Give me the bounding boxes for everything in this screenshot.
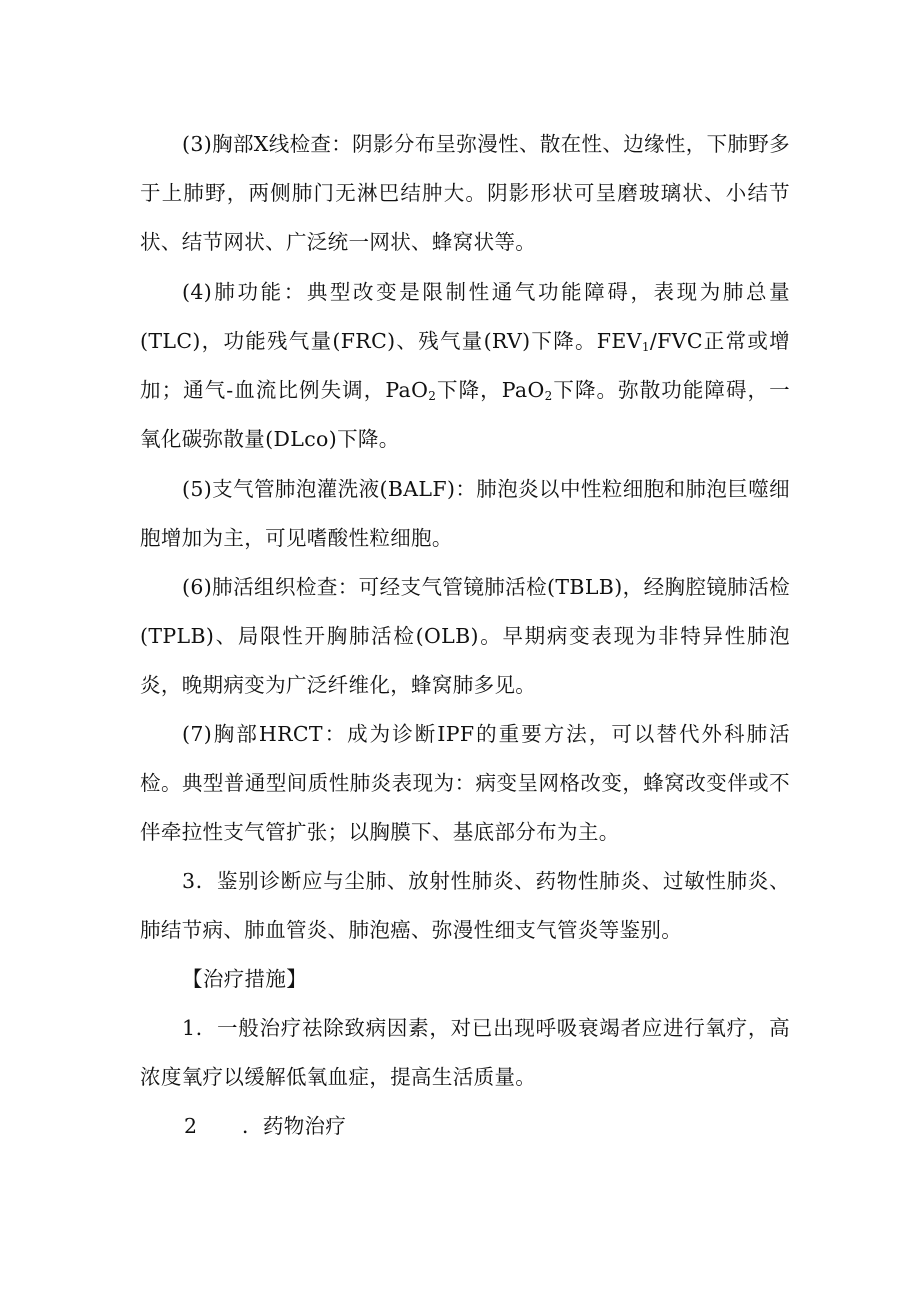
paragraph-differential-diagnosis: 3．鉴别诊断应与尘肺、放射性肺炎、药物性肺炎、过敏性肺炎、肺结节病、肺血管炎、肺泡癌、弥漫性细支气管炎等鉴别。	[140, 869, 790, 942]
subscript-pao2-second: 2	[544, 389, 553, 403]
section-heading-treatment: 【治疗措施】	[182, 967, 308, 991]
paragraph-balf: (5)支气管肺泡灌洗液(BALF)：肺泡炎以中性粒细胞和肺泡巨噬细胞增加为主，可见嗜酸性粒细胞。	[140, 477, 790, 550]
lung-function-text-d: 下降。弥散功能障碍，一氧化碳弥散量(DLco)下降。	[140, 378, 790, 451]
lung-function-text-c: 下降，PaO	[436, 378, 545, 402]
list-item-drug-therapy	[184, 1102, 346, 1151]
paragraph-lung-biopsy: (6)肺活组织检查：可经支气管镜肺活检(TBLB)，经胸腔镜肺活检(TPLB)、局限性开胸肺活检(OLB)。早期病变表现为非特异性肺泡炎，晚期病变为广泛纤维化，蜂窝肺多见。	[140, 575, 790, 697]
lung-function-text-a: (4)肺功能：典型改变是限制性通气功能障碍，表现为肺总量(TLC)，功能残气量(FRC)、残气量(RV)下降。FEV	[140, 280, 790, 353]
subscript-pao2-first: 2	[428, 389, 437, 403]
lung-function-text-b: /FVC正常或增加；通气-血流比例失调，PaO	[140, 329, 791, 402]
subscript-fev-1: 1	[641, 340, 650, 354]
paragraph-chest-xray: (3)胸部X线检查：阴影分布呈弥漫性、散在性、边缘性，下肺野多于上肺野，两侧肺门无淋巴结肿大。阴影形状可呈磨玻璃状、小结节状、结节网状、广泛统一网状、蜂窝状等。	[140, 132, 790, 254]
list-item-number: 2	[184, 1114, 198, 1138]
list-item-label: ．药物治疗	[242, 1114, 347, 1138]
paragraph-chest-hrct: (7)胸部HRCT：成为诊断IPF的重要方法，可以替代外科肺活检。典型普通型间质性肺炎表现为：病变呈网格改变，蜂窝改变伴或不伴牵拉性支气管扩张；以胸膜下、基底部分布为主。	[140, 722, 790, 844]
paragraph-general-treatment: 1．一般治疗祛除致病因素，对已出现呼吸衰竭者应进行氧疗，高浓度氧疗以缓解低氧血症，提高生活质量。	[140, 1016, 790, 1089]
paragraph-lung-function	[140, 268, 790, 464]
